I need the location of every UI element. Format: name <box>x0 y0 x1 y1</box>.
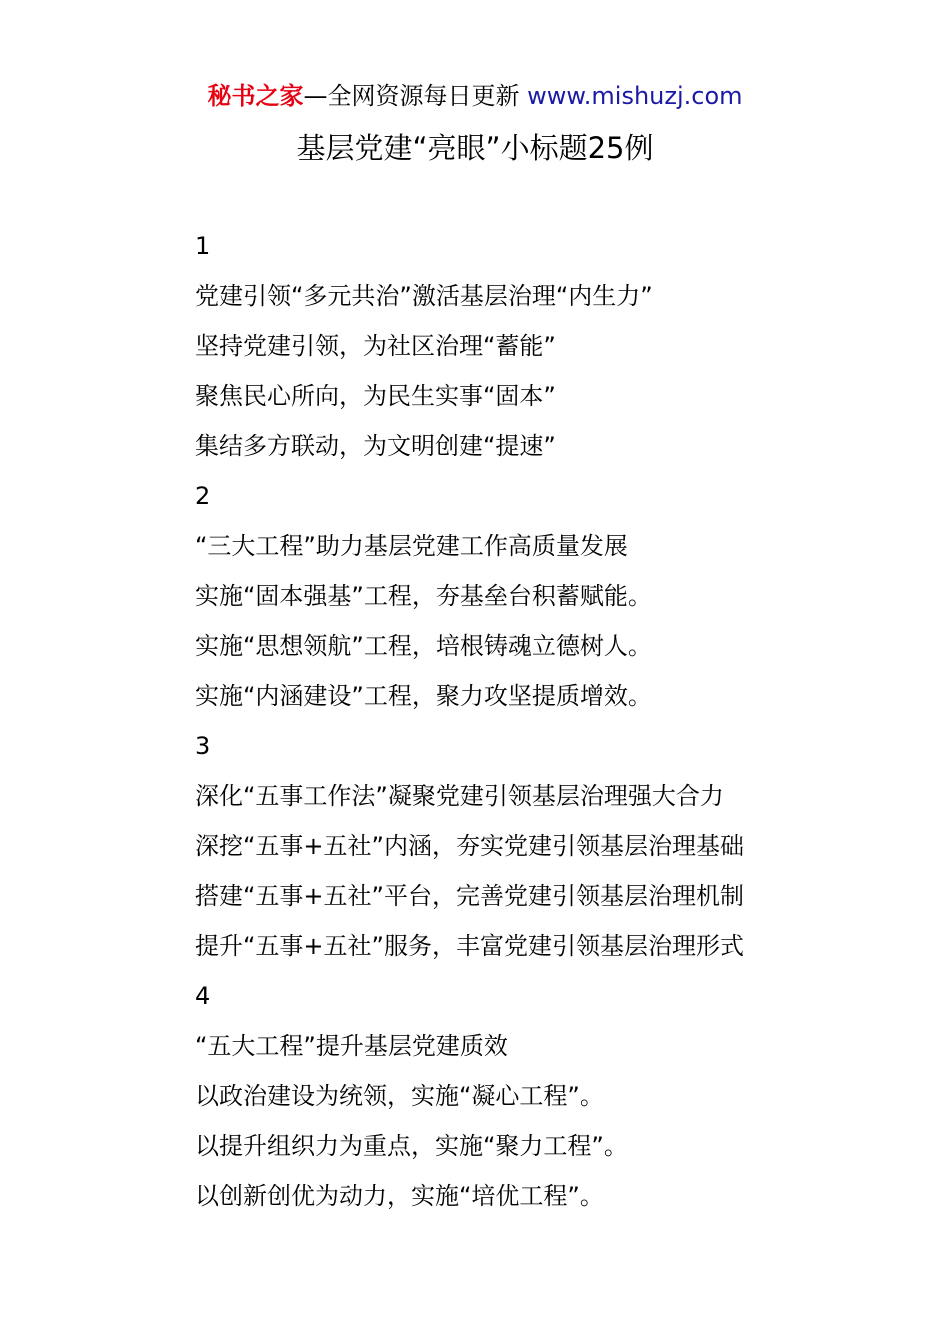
section-3 <box>195 721 935 971</box>
section-item: 聚焦民心所向，为民生实事“固本” <box>195 382 556 410</box>
section-item: 搭建“五事+五社”平台，完善党建引领基层治理机制 <box>195 882 744 910</box>
site-header <box>0 80 950 112</box>
section-number: 3 <box>195 732 211 760</box>
section-heading: 深化“五事工作法”凝聚党建引领基层治理强大合力 <box>195 782 724 810</box>
section-item: 以提升组织力为重点，实施“聚力工程”。 <box>195 1132 628 1160</box>
brand-name: 秘书之家 <box>207 82 304 110</box>
section-item: 以创新创优为动力，实施“培优工程”。 <box>195 1182 604 1210</box>
section-item: 深挖“五事+五社”内涵，夯实党建引领基层治理基础 <box>195 832 744 860</box>
section-item: 以政治建设为统领，实施“凝心工程”。 <box>195 1082 604 1110</box>
section-number: 2 <box>195 482 211 510</box>
section-number: 1 <box>195 232 211 260</box>
section-2 <box>195 471 935 721</box>
section-item: 提升“五事+五社”服务，丰富党建引领基层治理形式 <box>195 932 744 960</box>
section-item: 实施“固本强基”工程，夯基垒台积蓄赋能。 <box>195 582 652 610</box>
site-tagline: —全网资源每日更新 <box>303 82 528 110</box>
section-4 <box>195 971 935 1221</box>
section-item: 实施“思想领航”工程，培根铸魂立德树人。 <box>195 632 652 660</box>
section-number: 4 <box>195 982 211 1010</box>
document-title: 基层党建“亮眼”小标题25例 <box>296 131 654 165</box>
section-item: 集结多方联动，为文明创建“提速” <box>195 432 556 460</box>
section-heading: “五大工程”提升基层党建质效 <box>195 1032 508 1060</box>
section-heading: “三大工程”助力基层党建工作高质量发展 <box>195 532 628 560</box>
section-1 <box>195 221 935 471</box>
section-item: 坚持党建引领，为社区治理“蓄能” <box>195 332 556 360</box>
site-url[interactable]: www.mishuzj.com <box>527 82 743 110</box>
section-item: 实施“内涵建设”工程，聚力攻坚提质增效。 <box>195 682 652 710</box>
document-body <box>195 221 935 1221</box>
section-heading: 党建引领“多元共治”激活基层治理“内生力” <box>195 282 653 310</box>
